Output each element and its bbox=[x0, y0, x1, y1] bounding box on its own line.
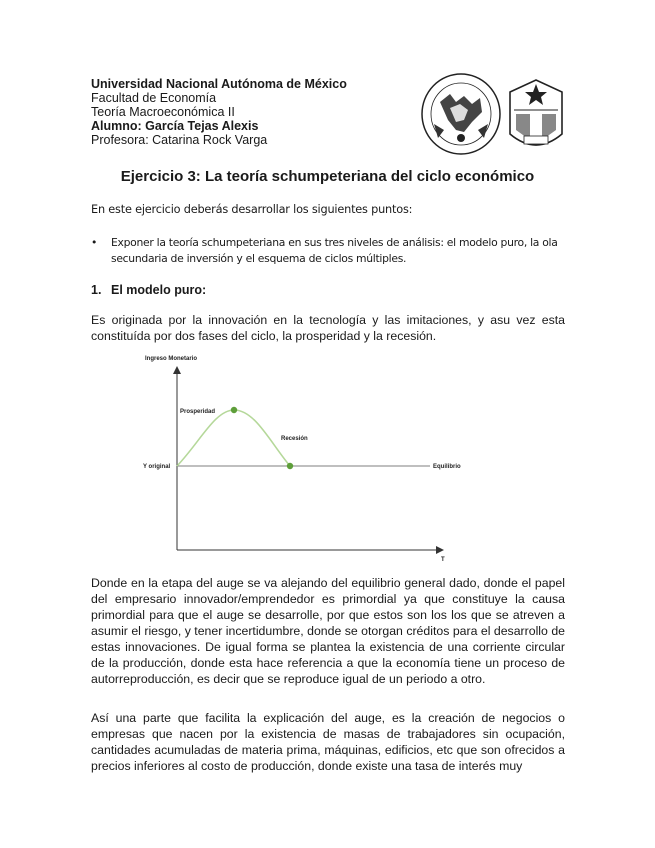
page-title: Ejercicio 3: La teoría schumpeteriana del ciclo económico bbox=[120, 168, 535, 185]
paragraph-1: Es originada por la innovación en la tecnología y las imitaciones, y asu vez esta constituída por dos fases del ciclo, la prosperidad y la recesión. bbox=[91, 313, 565, 343]
economia-seal-icon bbox=[506, 74, 566, 158]
business-cycle-diagram bbox=[140, 352, 470, 567]
recession-label: Recesión bbox=[281, 436, 308, 442]
y-axis-label: Ingreso Monetario bbox=[145, 356, 198, 362]
baseline-label: Y original bbox=[143, 464, 171, 470]
section-title: El modelo puro: bbox=[111, 283, 207, 297]
intro-text: En este ejercicio deberás desarrollar los siguientes puntos: bbox=[91, 203, 413, 216]
course-name: Teoría Macroeconómica II bbox=[91, 105, 235, 119]
bullet-marker: • bbox=[91, 236, 98, 249]
equilibrium-label: Equilibrio bbox=[433, 464, 461, 470]
y-axis-arrow bbox=[173, 366, 181, 374]
section-number: 1. bbox=[91, 283, 102, 297]
student-name: Alumno: García Tejas Alexis bbox=[91, 119, 259, 133]
paragraph-3: Así una parte que facilita la explicación del auge, es la creación de negocios o empresas que nacen por la existencia de masas de trabajadores sin ocupación, cantidades acumuladas de materia prima, máquinas, edificios, etc que son ofrecidos a precios inferiores al costo de producción, donde existe una tasa de interés muy bbox=[91, 711, 565, 773]
section-heading bbox=[91, 283, 206, 297]
recession-point bbox=[287, 463, 293, 469]
x-axis-label: T bbox=[441, 557, 445, 563]
university-name: Universidad Nacional Autónoma de México bbox=[91, 77, 347, 91]
teacher-name: Profesora: Catarina Rock Varga bbox=[91, 133, 268, 147]
paragraph-2: Donde en la etapa del auge se va alejando del equilibrio general dado, donde el papel del empresario innovador/emprendedor es primordial ya que constituye la causa primordial para que el auge se desarrolle, por que estos son los los que se atreven a asumir el riesgo, y tener incertidumbre, donde se otorgan créditos para el desarrollo de estas innovaciones. De igual forma se plantea la existencia de una corriente circular de la producción, donde esta hace referencia a que la economía tiene un proceso de autorreproducción, es decir que se reproduce igual de un periodo a otro. bbox=[91, 576, 565, 686]
faculty-name: Facultad de Economía bbox=[91, 91, 217, 105]
bullet-item bbox=[91, 235, 571, 267]
peak-label: Prosperidad bbox=[180, 409, 216, 415]
bullet-text: Exponer la teoría schumpeteriana en sus tres niveles de análisis: el modelo puro, la ola secundaria de inversión y el esquema de ciclos múltiples. bbox=[111, 236, 558, 265]
peak-point bbox=[231, 407, 237, 413]
header-block bbox=[91, 77, 347, 147]
unam-seal-icon bbox=[420, 72, 502, 156]
x-axis-arrow bbox=[436, 546, 444, 554]
cycle-curve bbox=[177, 410, 290, 466]
